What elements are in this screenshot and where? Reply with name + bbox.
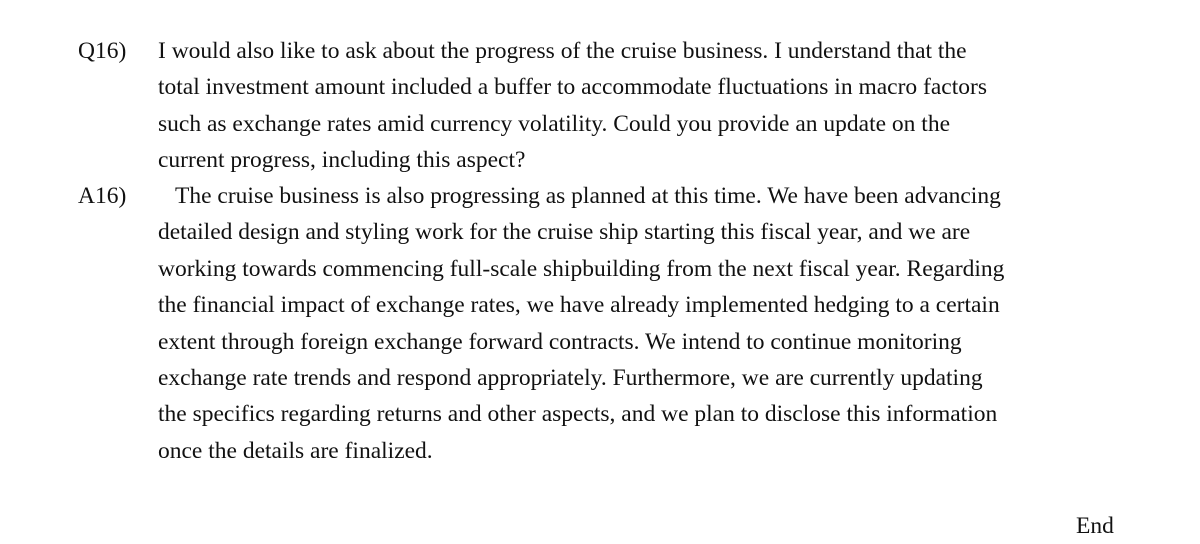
answer-line: The cruise business is also progressing as planned at this time. We have been advancing [175,183,1001,209]
answer-label: A16) [78,183,127,209]
answer-line: extent through foreign exchange forward contracts. We intend to continue monitoring [158,328,962,355]
question-line: such as exchange rates amid currency volatility. Could you provide an update on the [158,110,951,137]
answer-line: once the details are finalized. [158,437,433,464]
end-marker: End [1076,513,1114,539]
question-text [158,33,1168,179]
question-label: Q16) [78,38,127,64]
answer-line: working towards commencing full-scale shipbuilding from the next fiscal year. Regarding [158,255,1005,282]
answer-line: detailed design and styling work for the cruise ship starting this fiscal year, and we are [158,219,971,246]
answer-line: exchange rate trends and respond appropriately. Furthermore, we are currently updating [158,365,983,392]
answer-text [158,178,1168,469]
answer-line: the financial impact of exchange rates, we have already implemented hedging to a certain [158,292,1000,319]
question-line: current progress, including this aspect? [158,147,526,174]
answer-line: the specifics regarding returns and other aspects, and we plan to disclose this information [158,401,998,428]
question-line: total investment amount included a buffer to accommodate fluctuations in macro factors [158,74,987,101]
question-line: I would also like to ask about the progress of the cruise business. I understand that the [158,38,967,64]
